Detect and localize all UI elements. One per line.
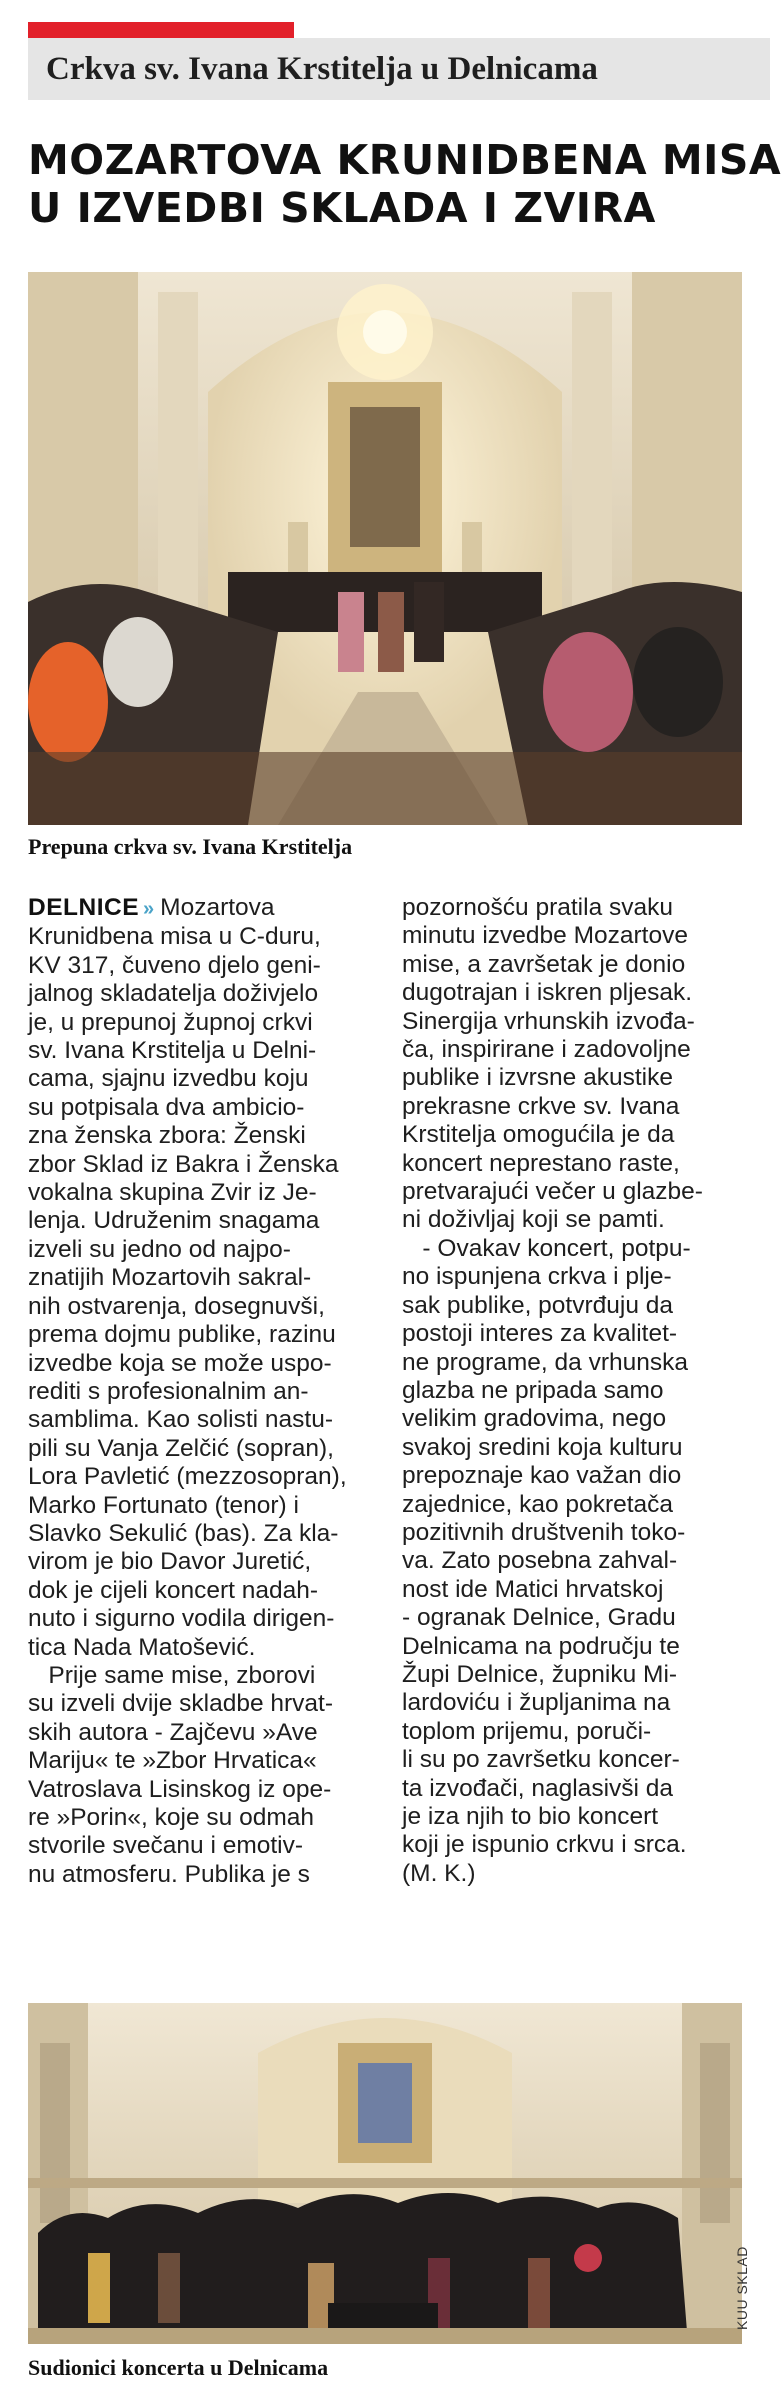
text-line: Vatroslava Lisinskog iz ope- [28, 1775, 332, 1803]
text-line: su potpisala dva ambicio- [28, 1093, 305, 1121]
text-line: jalnog skladatelja doživjelo [28, 980, 319, 1008]
text-line: dok je cijeli koncert nadah- [28, 1576, 319, 1604]
text-line: li su po završetku koncer- [402, 1746, 680, 1774]
text-line: postoji interes za kvalitet- [402, 1320, 678, 1348]
text-line: rediti s profesionalnim an- [28, 1377, 309, 1405]
text-line: koncert neprestano raste, [402, 1149, 680, 1177]
text-line: Prije same mise, zborovi [28, 1661, 316, 1689]
text-line: znatijih Mozartovih sakral- [28, 1264, 312, 1292]
text-line: (M. K.) [402, 1859, 476, 1887]
text-line: glazba ne pripada samo [402, 1376, 664, 1404]
choir-group-illustration [28, 2003, 742, 2344]
headline [28, 136, 782, 232]
text-line: Sinergija vrhunskih izvođa- [402, 1007, 695, 1035]
text-line: minutu izvedbe Mozartove [402, 922, 688, 950]
section-accent-bar [28, 22, 294, 38]
text-line: Marko Fortunato (tenor) i [28, 1491, 299, 1519]
text-line: stvorile svečanu i emotiv- [28, 1832, 304, 1860]
text-line: koji je ispunio crkvu i srca. [402, 1831, 687, 1859]
text-line: ne programe, da vrhunska [402, 1348, 688, 1376]
text-line: nuto i sigurno vodila dirigen- [28, 1605, 335, 1633]
text-line: pozornošću pratila svaku [402, 894, 674, 921]
text-line: Slavko Sekulić (bas). Za kla- [28, 1519, 339, 1547]
text-line: prepoznaje kao važan dio [402, 1462, 682, 1490]
text-line: prekrasne crkve sv. Ivana [402, 1092, 680, 1120]
text-line: Lora Pavletić (mezzosopran), [28, 1463, 347, 1491]
text-line: Delnicama na području te [402, 1632, 680, 1660]
text-line: sv. Ivana Krstitelja u Delni- [28, 1037, 317, 1065]
text-line: nu atmosferu. Publika je s [28, 1860, 310, 1888]
section-label-bar [28, 38, 770, 100]
church-interior-illustration [28, 272, 742, 825]
church-interior-photo [28, 272, 742, 825]
text-line: lardoviću i župljanima na [402, 1689, 671, 1717]
text-line: - ogranak Delnice, Gradu [402, 1604, 676, 1632]
dateline: DELNICE [28, 894, 140, 921]
text-line: svakoj sredini koja kulturu [402, 1433, 683, 1461]
first-line [28, 894, 383, 923]
text-line: KV 317, čuveno djelo geni- [28, 951, 321, 979]
choir-group-photo [28, 2003, 742, 2344]
text-line: je, u prepunoj župnoj crkvi [28, 1008, 313, 1036]
headline-line-2: U IZVEDBI SKLADA I ZVIRA [28, 184, 656, 232]
text-line: virom je bio Davor Juretić, [28, 1548, 312, 1576]
text-line: va. Zato posebna zahval- [402, 1547, 678, 1575]
text-line: su izveli dvije skladbe hrvat- [28, 1690, 334, 1718]
text-line: zbor Sklad iz Bakra i Ženska [28, 1150, 339, 1178]
section-label: Crkva sv. Ivana Krstitelja u Delnicama [46, 50, 598, 87]
text-line: je iza njih to bio koncert [402, 1803, 659, 1830]
text-line: ča, inspirirane i zadovoljne [402, 1036, 691, 1064]
text-line: sak publike, potvrđuju da [402, 1291, 674, 1319]
text-line: samblima. Kao solisti nastu- [28, 1406, 334, 1434]
text-line: velikim gradovima, nego [402, 1405, 667, 1433]
text-line: zna ženska zbora: Ženski [28, 1122, 306, 1150]
text-line: mise, a završetak je donio [402, 950, 686, 978]
headline-line-1: MOZARTOVA KRUNIDBENA MISA [28, 136, 782, 184]
text-line: pretvarajući večer u glazbe- [402, 1178, 703, 1206]
photo2-caption: Sudionici koncerta u Delnicama [28, 2355, 329, 2380]
text-line: ni doživljaj koji se pamti. [402, 1206, 665, 1234]
text-line: izveli su jedno od najpo- [28, 1235, 291, 1263]
text-line: Krstitelja omogućila je da [402, 1121, 675, 1149]
text-line: - Ovakav koncert, potpu- [402, 1234, 691, 1262]
text-line: toplom prijemu, poruči- [402, 1717, 652, 1745]
text-line: izvedbe koja se može uspo- [28, 1349, 332, 1377]
text-line: dugotrajan i iskren pljesak. [402, 979, 693, 1007]
text-line: Mozartova [160, 894, 275, 921]
text-line: skih autora - Zajčevu »Ave [28, 1718, 318, 1746]
text-line: re »Porin«, koje su odmah [28, 1804, 314, 1831]
text-line: prema dojmu publike, razinu [28, 1321, 336, 1349]
text-line: nost ide Matici hrvatskoj [402, 1575, 664, 1603]
article-column-left [28, 894, 383, 1889]
dateline-arrow-icon: » [143, 898, 155, 920]
text-line: publike i izvrsne akustike [402, 1064, 673, 1092]
text-line: lenja. Udruženim snagama [28, 1207, 320, 1235]
text-line: ta izvođači, naglasivši da [402, 1774, 674, 1802]
text-line: zajednice, kao pokretača [402, 1490, 674, 1518]
text-line: Župi Delnice, župniku Mi- [402, 1660, 678, 1688]
photo1-caption: Prepuna crkva sv. Ivana Krstitelja [28, 834, 353, 859]
text-line: pili su Vanja Zelčić (sopran), [28, 1434, 334, 1462]
text-line: cama, sjajnu izvedbu koju [28, 1065, 309, 1093]
text-line: Krunidbena misa u C-duru, [28, 923, 321, 951]
photo-credit: KUU SKLAD [734, 2246, 750, 2330]
text-line: tica Nada Matošević. [28, 1633, 256, 1661]
text-line: Mariju« te »Zbor Hrvatica« [28, 1747, 317, 1775]
article-column-right [402, 894, 757, 1888]
text-line: nih ostvarenja, dosegnuvši, [28, 1292, 325, 1320]
text-line: pozitivnih društvenih toko- [402, 1518, 686, 1546]
text-line: no ispunjena crkva i plje- [402, 1263, 672, 1291]
text-line: vokalna skupina Zvir iz Je- [28, 1179, 317, 1207]
